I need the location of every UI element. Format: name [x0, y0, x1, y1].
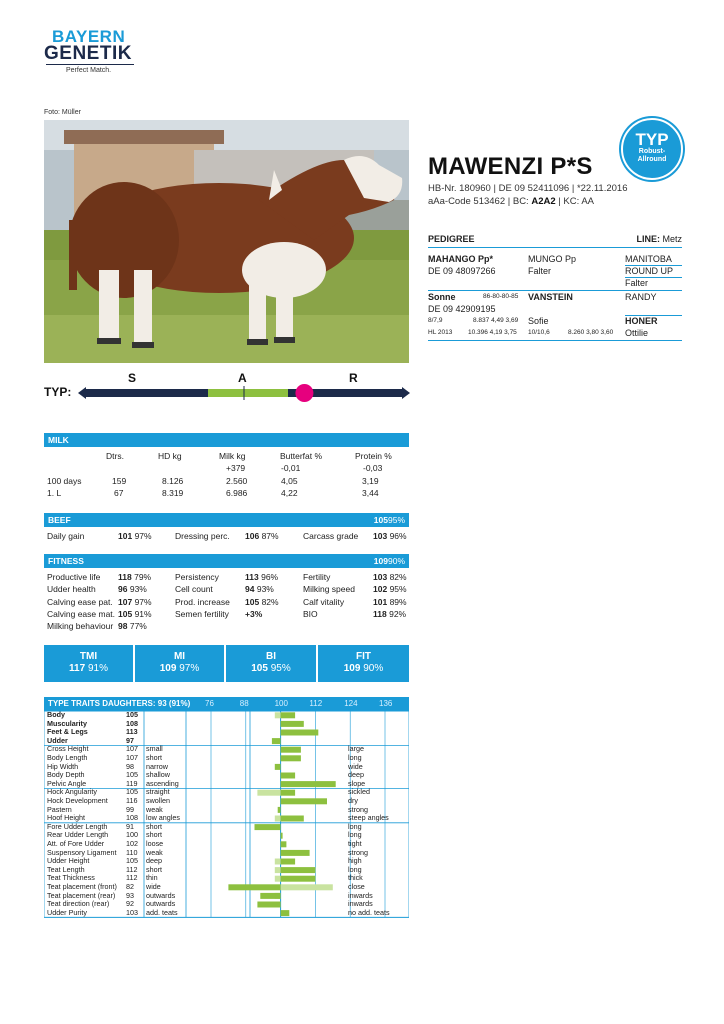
trait-value: 105: [126, 787, 138, 797]
trait-value: 107: [126, 744, 138, 754]
typ-scale-a: A: [238, 371, 247, 385]
fitness-value: 103: [373, 572, 388, 582]
fitness-value-cell: [245, 584, 274, 594]
trait-low-label: short: [146, 830, 162, 840]
beef-label: Carcass grade: [303, 531, 359, 541]
photo-credit: Foto: Müller: [44, 109, 81, 116]
trait-value: 92: [126, 899, 134, 909]
beef-rel: 87%: [261, 531, 279, 541]
fitness-rel: 79%: [134, 572, 152, 582]
fitness-label: Prod. increase: [175, 596, 230, 607]
fitness-title: FITNESS: [48, 556, 84, 566]
ss-dam: ROUND UP: [625, 266, 674, 276]
trait-value: 107: [126, 753, 138, 762]
trait-low-label: small: [146, 744, 163, 754]
trait-low-label: short: [146, 864, 162, 874]
fitness-rel: 97%: [134, 596, 152, 607]
fitness-value: 96: [118, 584, 128, 595]
trait-low-label: straight: [146, 787, 170, 797]
fitness-value: 118: [118, 572, 132, 582]
trait-row: [44, 728, 409, 737]
milk-row-hd: 8.319: [162, 488, 184, 498]
fitness-value-cell: [118, 597, 152, 607]
milk-row-label: 1. L: [47, 488, 62, 498]
milk-row-label: 100 days: [47, 476, 82, 486]
trait-value: 110: [126, 847, 138, 857]
fitness-value-cell: [373, 609, 406, 619]
fitness-value: +3%: [245, 608, 263, 619]
beef-total-value: 105: [373, 515, 388, 525]
fitness-value: 118: [373, 608, 387, 619]
trait-name: Body Depth: [47, 770, 85, 780]
fitness-value-cell: [118, 584, 147, 594]
dam-name: Sonne: [428, 292, 456, 302]
milk-row-fat: 4,05: [281, 476, 298, 486]
trait-low-label: outwards: [146, 890, 176, 900]
trait-high-label: strong: [348, 847, 368, 857]
trait-high-label: slope: [348, 778, 366, 788]
trait-name: Teat direction (rear): [47, 899, 110, 909]
fitness-value-cell: [118, 572, 151, 582]
fitness-value-cell: [373, 597, 407, 607]
fitness-rel: 89%: [389, 596, 407, 607]
beef-title: BEEF: [48, 515, 71, 525]
type-traits-tick: 100: [274, 699, 288, 708]
pedigree-header: [428, 234, 682, 248]
beef-rel: 97%: [134, 531, 152, 541]
trait-low-label: weak: [146, 847, 163, 857]
trait-high-label: strong: [348, 804, 368, 814]
bull-illustration: [44, 120, 409, 363]
index-name: TMI: [79, 651, 98, 662]
trait-name: Rear Udder Length: [47, 830, 109, 840]
trait-high-label: long: [348, 864, 362, 874]
trait-high-label: close: [348, 882, 365, 891]
fitness-value-cell: [245, 597, 279, 607]
index-value: 109: [159, 663, 177, 674]
fitness-total-value: 109: [373, 556, 388, 566]
fitness-label: Milking speed: [303, 584, 355, 595]
milk-row-dtrs: 159: [112, 476, 127, 486]
pedigree-row: [428, 292, 682, 304]
bull-photo: [44, 120, 409, 363]
trait-value: 99: [126, 804, 134, 814]
milk-col-milk: Milk kg: [219, 451, 246, 461]
fitness-label: Cell count: [175, 584, 213, 595]
fitness-value: 113: [245, 572, 259, 582]
milk-bv-prot: -0,03: [363, 463, 383, 473]
typ-badge: [621, 118, 683, 180]
milk-col-hd: HD kg: [158, 451, 182, 461]
milk-bv-milk: +379: [226, 463, 246, 473]
fitness-rel: 92%: [389, 608, 407, 619]
milk-col-prot: Protein %: [355, 451, 392, 461]
trait-name: Att. of Fore Udder: [47, 839, 105, 848]
type-traits-tick: 124: [344, 699, 358, 708]
logo-tagline: Perfect Match.: [66, 67, 112, 74]
badge-line1: Robust-: [638, 148, 666, 155]
type-traits-tick: 76: [205, 699, 214, 708]
fitness-value-cell: [373, 584, 407, 594]
trait-value: 105: [126, 770, 138, 780]
trait-value: 105: [126, 856, 138, 866]
fitness-rel: 93%: [129, 584, 147, 595]
dam-lact1-vals: 8.837 4,49 3,69: [473, 317, 519, 324]
fitness-label: Calf vitality: [303, 596, 345, 607]
dam-dam: Sofie: [528, 316, 549, 326]
pedigree-divider: [428, 290, 682, 291]
index-rel: 90%: [363, 663, 384, 674]
index-fit: [318, 645, 409, 682]
trait-name: Feet & Legs: [47, 727, 88, 737]
fitness-total: [374, 554, 405, 568]
pedigree-line: [636, 234, 682, 244]
ids-suffix: | KC: AA: [555, 196, 595, 207]
trait-low-label: loose: [146, 839, 164, 848]
trait-value: 113: [126, 727, 138, 737]
milk-bv-fat: -0,01: [281, 463, 301, 473]
milk-row-milk: 6.986: [226, 488, 248, 498]
bull-ids-line2: [428, 196, 594, 207]
trait-high-label: deep: [348, 770, 364, 780]
fitness-label: Productive life: [47, 572, 101, 582]
trait-high-label: steep angles: [348, 813, 389, 823]
fitness-rel: 93%: [256, 584, 274, 595]
pedigree-row: [428, 278, 682, 290]
trait-low-label: weak: [146, 804, 163, 814]
bull-ids-line1: HB-Nr. 180960 | DE 09 52411096 | *22.11.2016: [428, 183, 628, 194]
dd-dam: Ottilie: [625, 328, 649, 338]
trait-high-label: tight: [348, 839, 362, 848]
trait-value: 98: [126, 761, 134, 771]
fitness-value-cell: [245, 572, 278, 582]
trait-value: 93: [126, 890, 134, 900]
trait-name: Body Length: [47, 753, 88, 762]
trait-value: 97: [126, 735, 134, 745]
badge-line2: Allround: [637, 156, 667, 163]
trait-name: Teat Thickness: [47, 873, 95, 883]
index-value: 117: [69, 663, 86, 674]
trait-value: 112: [126, 864, 138, 874]
trait-name: Udder: [47, 735, 68, 745]
ss-sire: MANITOBA: [625, 254, 672, 264]
fitness-value-cell: [118, 621, 147, 631]
trait-low-label: outwards: [146, 899, 176, 909]
fitness-label: Persistency: [175, 572, 219, 582]
fitness-value: 102: [373, 584, 388, 595]
trait-value: 119: [126, 778, 138, 788]
trait-high-label: inwards: [348, 890, 373, 900]
fitness-value-cell: [245, 609, 262, 619]
trait-name: Udder Purity: [47, 907, 87, 917]
trait-name: Muscularity: [47, 718, 87, 728]
typ-scale-r: R: [349, 371, 358, 385]
trait-low-label: deep: [146, 856, 162, 866]
dam-id: DE 09 42909195: [428, 304, 496, 314]
milk-col-dtrs: Dtrs.: [106, 451, 124, 461]
logo-line2: GENETIK: [44, 43, 132, 64]
dam-sire: VANSTEIN: [528, 292, 573, 302]
fitness-value-cell: [373, 572, 407, 582]
trait-value: 82: [126, 882, 134, 891]
milk-header: [44, 433, 409, 447]
trait-low-label: shallow: [146, 770, 170, 780]
typ-scale-marker: [295, 384, 313, 402]
trait-high-label: long: [348, 753, 362, 762]
trait-low-label: swollen: [146, 796, 170, 805]
trait-value: 116: [126, 796, 138, 805]
trait-value: 100: [126, 830, 138, 840]
trait-high-label: large: [348, 744, 364, 754]
beef-value: 103: [373, 531, 388, 541]
index-name: FIT: [356, 651, 371, 662]
index-tmi: [44, 645, 133, 682]
pedigree-divider: [428, 340, 682, 341]
trait-value: 102: [126, 839, 138, 848]
fitness-rel: 95%: [389, 584, 407, 595]
sd-dam: Falter: [625, 278, 649, 288]
trait-high-label: dry: [348, 796, 358, 805]
milk-row-milk: 2.560: [226, 476, 248, 486]
index-value: 109: [343, 663, 361, 674]
trait-name: Cross Height: [47, 744, 89, 754]
sire-sire: MUNGO Pp: [528, 254, 577, 264]
trait-name: Hoof Height: [47, 813, 85, 823]
beef-rel: 96%: [389, 531, 407, 541]
trait-name: Suspensory Ligament: [47, 847, 117, 857]
index-mi: [135, 645, 224, 682]
trait-name: Udder Height: [47, 856, 90, 866]
trait-value: 105: [126, 710, 138, 719]
fitness-value: 94: [245, 584, 255, 595]
fitness-header: [44, 554, 409, 568]
type-traits-tick: 112: [309, 699, 323, 708]
type-traits-tick: 88: [239, 699, 249, 708]
fitness-value-cell: [118, 609, 152, 619]
trait-row: [44, 711, 409, 720]
trait-low-label: short: [146, 821, 162, 831]
trait-value: 91: [126, 821, 134, 831]
dam-lact2-vals: 10.396 4,19 3,75: [468, 329, 517, 336]
trait-high-label: high: [348, 856, 362, 866]
fitness-label: Calving ease pat.: [47, 596, 113, 607]
fitness-rel: 82%: [389, 572, 407, 582]
trait-name: Body: [47, 710, 65, 719]
trait-value: 108: [126, 813, 138, 823]
index-bi: [226, 645, 316, 682]
milk-col-fat: Butterfat %: [280, 451, 323, 461]
trait-high-label: sickled: [348, 787, 370, 797]
fitness-label: Udder health: [47, 584, 96, 595]
milk-title: MILK: [48, 435, 69, 445]
line-value: Metz: [662, 234, 682, 244]
typ-scale-label: TYP:: [44, 385, 72, 399]
milk-row-prot: 3,44: [362, 488, 379, 498]
trait-high-label: wide: [348, 761, 363, 771]
beef-label: Daily gain: [47, 531, 85, 541]
trait-high-label: no add. teats: [348, 907, 390, 917]
trait-low-label: ascending: [146, 778, 179, 788]
dam-scores: 86-80-80-85: [483, 293, 519, 300]
trait-name: Hip Width: [47, 761, 79, 771]
trait-low-label: short: [146, 753, 162, 762]
trait-name: Teat Length: [47, 864, 85, 874]
trait-name: Hock Angularity: [47, 787, 97, 797]
bc-value: A2A2: [531, 196, 556, 207]
trait-value: 112: [126, 873, 138, 883]
fitness-rel: 91%: [134, 608, 152, 619]
fitness-value: 98: [118, 621, 128, 632]
pedigree-title: PEDIGREE: [428, 234, 475, 244]
trait-high-label: long: [348, 821, 362, 831]
logo-line1: BAYERN: [52, 27, 126, 46]
typ-scale-s: S: [128, 371, 137, 385]
trait-name: Pastern: [47, 804, 72, 814]
trait-high-label: inwards: [348, 899, 373, 909]
index-name: MI: [173, 651, 186, 662]
trait-row: [44, 909, 409, 918]
fitness-value: 105: [245, 596, 260, 607]
trait-low-label: add. teats: [146, 907, 178, 917]
dd-lact-vals: 8.260 3,80 3,60: [568, 329, 614, 336]
index-name: BI: [266, 651, 276, 662]
pedigree-row: [428, 328, 682, 340]
ds-sire: RANDY: [625, 292, 657, 302]
pedigree-row: [428, 316, 682, 328]
milk-row-prot: 3,19: [362, 476, 379, 486]
trait-low-label: low angles: [146, 813, 180, 823]
milk-row-dtrs: 67: [114, 488, 124, 498]
type-traits-tick: 136: [379, 699, 393, 708]
badge-title: TYP: [635, 130, 669, 149]
line-label: LINE:: [636, 234, 660, 244]
trait-low-label: wide: [146, 882, 161, 891]
fitness-label: Calving ease mat.: [47, 608, 116, 619]
beef-header: [44, 513, 409, 527]
beef-total-rel: 95%: [387, 515, 405, 525]
trait-name: Teat placement (front): [47, 882, 117, 891]
milk-row-fat: 4,22: [281, 488, 298, 498]
trait-value: 103: [126, 907, 138, 917]
fitness-value: 107: [118, 596, 133, 607]
dam-lact2: HL 2013: [428, 329, 453, 336]
fitness-label: Fertility: [303, 572, 331, 582]
trait-high-label: long: [348, 830, 362, 840]
milk-row-hd: 8.126: [162, 476, 184, 486]
fitness-rel: 96%: [261, 572, 279, 582]
fitness-label: BIO: [303, 608, 318, 619]
trait-row: [44, 720, 409, 729]
dd-lact: 10/10,6: [528, 329, 550, 336]
trait-high-label: thick: [348, 873, 363, 883]
index-rel: 97%: [179, 663, 200, 674]
sire-name: MAHANGO Pp*: [428, 254, 493, 264]
trait-name: Hock Development: [47, 796, 108, 805]
trait-value: 108: [126, 718, 138, 728]
index-rel: 95%: [270, 663, 291, 674]
beef-value: 101: [118, 531, 133, 541]
logo-underline: [46, 64, 134, 65]
fitness-label: Milking behaviour: [47, 621, 114, 632]
fitness-value: 101: [373, 596, 388, 607]
beef-total: [374, 513, 405, 527]
dam-lact1: 8/7,9: [428, 317, 443, 324]
fitness-value: 105: [118, 608, 133, 619]
sire-id: DE 09 48097266: [428, 266, 496, 276]
fitness-rel: 77%: [129, 621, 147, 632]
typ-scale-bar: [78, 383, 410, 403]
beef-value: 106: [245, 531, 260, 541]
ids-prefix: aAa-Code 513462 | BC:: [428, 196, 532, 207]
index-rel: 91%: [87, 663, 108, 674]
trait-low-label: narrow: [146, 761, 168, 771]
trait-name: Pelvic Angle: [47, 778, 87, 788]
fitness-rel: 82%: [261, 596, 279, 607]
fitness-total-rel: 90%: [387, 556, 405, 566]
dd-sire: HONER: [625, 316, 658, 326]
bull-name: MAWENZI P*S: [428, 153, 593, 180]
trait-name: Teat placement (rear): [47, 890, 116, 900]
fitness-label: Semen fertility: [175, 608, 229, 619]
type-traits-header: [44, 697, 409, 711]
beef-label: Dressing perc.: [175, 531, 230, 541]
type-traits-title: TYPE TRAITS DAUGHTERS: 93 (91%): [48, 699, 191, 708]
sire-dam: Falter: [528, 266, 552, 276]
trait-low-label: thin: [146, 873, 158, 883]
index-value: 105: [251, 663, 268, 674]
trait-name: Fore Udder Length: [47, 821, 108, 831]
